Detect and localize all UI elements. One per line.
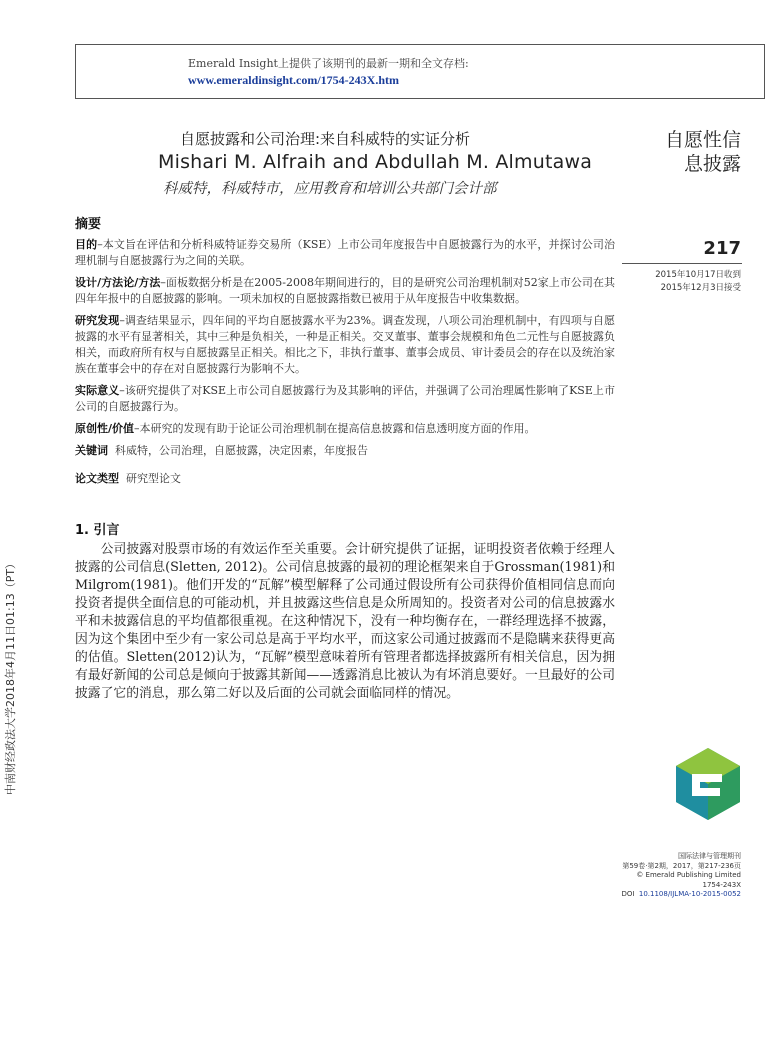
abstract-implications	[75, 383, 615, 415]
page-number: 217	[703, 238, 741, 259]
paper-type-text: 研究型论文	[126, 472, 181, 485]
introduction-heading: 1. 引言	[75, 523, 120, 538]
findings-label: 研究发现	[75, 314, 120, 327]
journal-issn: 1754-243X	[702, 880, 741, 889]
running-title-line-1: 自愿性信	[664, 129, 741, 151]
findings-text: –调查结果显示，四年间的平均自愿披露水平为23%。调查发现，八项公司治理机制中，有四项与自愿披露的水平有显著相关，其中三种是负相关，一种是正相关。交叉董事、董事会规模和角色二元性与自愿披露负相关，而政府所有权与自愿披露呈正相关。相比之下，非执行董事、董事会成员、审计委员会的存在以及统治家族在董事会中的存在对自愿披露行为影响不大。	[75, 314, 616, 375]
originality-label: 原创性/价值	[75, 422, 135, 435]
running-title	[665, 128, 741, 176]
design-text: –面板数据分析是在2005-2008年期间进行的，目的是研究公司治理机制对52家上市公司在其四年年报中的自愿披露的影响。一项未加权的自愿披露指数已被用于从年度报告中收集数据。	[75, 276, 615, 305]
purpose-label: 目的	[75, 238, 98, 251]
author-names: Mishari M. Alfraih and Abdullah M. Almutawa	[158, 151, 593, 173]
download-stamp-text: 中南财经政法大学2018年4月11日01:13（PT）	[4, 557, 17, 795]
abstract-originality	[75, 421, 615, 437]
originality-text: –本研究的发现有助于论证公司治理机制在提高信息披露和信息透明度方面的作用。	[134, 422, 536, 435]
abstract-heading: 摘要	[75, 217, 102, 232]
abstract-findings	[75, 313, 615, 377]
paper-type-label: 论文类型	[75, 472, 119, 485]
journal-volume: 第59卷·第2期，2017，第217-236页	[622, 861, 741, 870]
article-title: 自愿披露和公司治理:来自科威特的实证分析	[180, 130, 471, 148]
author-affiliation: 科威特，科威特市，应用教育和培训公共部门会计部	[163, 181, 497, 197]
doi-label: DOI	[621, 890, 635, 898]
margin-divider	[622, 263, 742, 264]
introduction-body: 公司披露对股票市场的有效运作至关重要。会计研究提供了证据，证明投资者依赖于经理人披露的公司信息(Sletten, 2012)。公司信息披露的最初的理论框架来自于Grossman(1981)和Milgrom(1981)。他们开发的“瓦解”模型解释了公司通过假设所有公司获得价值相同信息而向投资者提供全面信息的可能动机，并且披露这些信息是众所周知的。投资者对公司的信息披露水平和未披露信息的平均值都很重视。在这种情况下，没有一种均衡存在，一群经理选择不披露，因为这个集团中至少有一家公司总是高于平均水平，而这家公司通过披露而不是隐瞒来获得更高的估值。Sletten(2012)认为，“瓦解”模型意味着所有管理者都选择披露所有相关信息，因为拥有最好新闻的公司总是倾向于披露其新闻——透露消息比被认为有坏消息要好。一旦最好的公司披露了它的消息，那么第二好以及后面的公司就会面临同样的情况。	[75, 542, 615, 701]
journal-info	[621, 852, 741, 900]
access-notice-text: Emerald Insight上提供了该期刊的最新一期和全文存档:	[188, 57, 469, 70]
keywords-label: 关键词	[75, 444, 108, 457]
introduction-section	[75, 519, 615, 703]
abstract-paper-type	[75, 471, 615, 487]
design-label: 设计/方法论/方法	[75, 276, 161, 289]
journal-url-link[interactable]: www.emeraldinsight.com/1754-243X.htm	[188, 73, 399, 87]
journal-name: 国际法律与管理期刊	[678, 852, 741, 860]
access-notice-box	[75, 44, 765, 99]
journal-copyright: © Emerald Publishing Limited	[636, 871, 741, 879]
accepted-date: 2015年12月3日接受	[660, 283, 741, 293]
abstract-keywords	[75, 443, 615, 459]
abstract-purpose	[75, 237, 615, 269]
keywords-text: 科威特，公司治理，自愿披露，决定因素，年度报告	[115, 444, 368, 457]
doi-link[interactable]: 10.1108/IJLMA-10-2015-0052	[638, 890, 741, 898]
abstract-section	[75, 217, 615, 493]
abstract-design	[75, 275, 615, 307]
received-date: 2015年10月17日收到	[655, 270, 741, 280]
running-title-line-2: 息披露	[683, 153, 741, 175]
implications-text: –该研究提供了对KSE上市公司自愿披露行为及其影响的评估，并强调了公司治理属性影响了KSE上市公司的自愿披露行为。	[75, 384, 615, 413]
purpose-text: –本文旨在评估和分析科威特证券交易所（KSE）上市公司年度报告中自愿披露行为的水平，并探讨公司治理机制与自愿披露行为之间的关联。	[75, 238, 616, 267]
submission-dates	[655, 269, 741, 295]
journal-doi	[621, 890, 741, 900]
emerald-logo-icon	[676, 748, 740, 820]
implications-label: 实际意义	[75, 384, 120, 397]
